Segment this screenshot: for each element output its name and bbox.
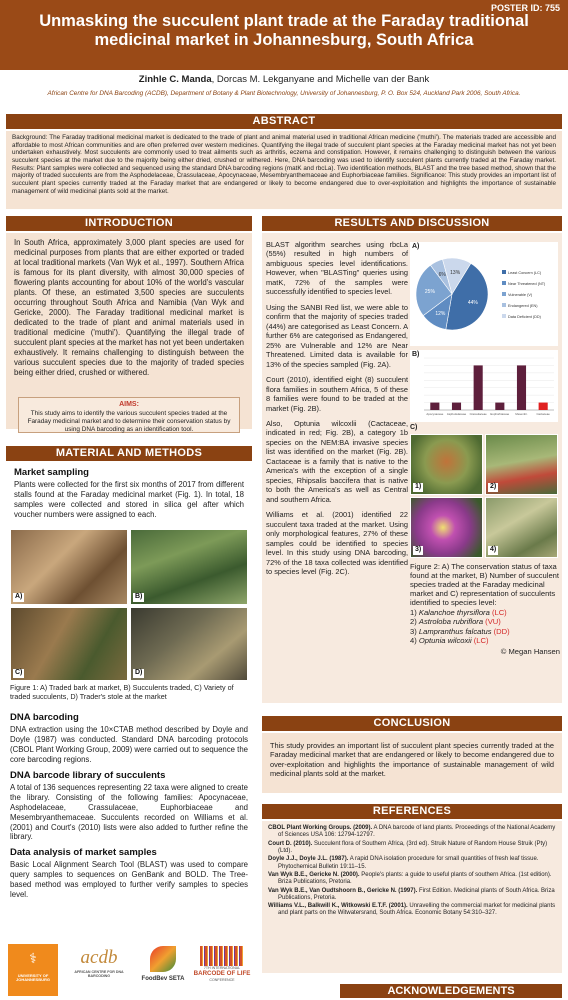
- reference-item: [268, 888, 556, 903]
- bar: [517, 365, 526, 410]
- barcode-of-life-logo: 7TH INTERNATIONAL BARCODE OF LIFE CONFERENCE: [190, 946, 254, 994]
- reference-item: [268, 872, 556, 887]
- uj-logo: ⚕ UNIVERSITY OF JOHANNESBURG: [8, 944, 58, 996]
- reference-text: First Edition. Medicinal plants of South Africa. Briza Publications, Pretoria.: [278, 887, 555, 901]
- bar-category-label: Euphorbiaceae: [490, 412, 510, 416]
- reference-item: [268, 825, 556, 840]
- pie-legend-swatch: [502, 303, 506, 307]
- photo-label-2: 2): [490, 483, 497, 491]
- reference-author: Court D. (2010).: [268, 840, 313, 847]
- panel-label-b: B): [412, 351, 420, 358]
- references-heading: REFERENCES: [262, 804, 562, 819]
- reference-text: A DNA barcode of land plants. Proceedings of the National Academy of Sciences USA 106: 12794-12797.: [278, 825, 556, 839]
- fig2-item-4: 4) Optunia wilcoxii (LC): [410, 636, 489, 645]
- photo-trader-stall: [130, 607, 248, 681]
- poster-id: POSTER ID: 755: [490, 3, 560, 13]
- figure-1-photos: [10, 529, 248, 681]
- pie-slice-label: 25%: [424, 288, 435, 295]
- sampling-heading: Market sampling: [14, 467, 89, 478]
- photo-kalanchoe: [410, 434, 483, 495]
- photo-variety-succulents: [10, 607, 128, 681]
- reference-item: [268, 856, 556, 871]
- results-paragraph-2: Using the SANBI Red list, we were able to confirm that the majority of species traded (44%) are categorised as Least Concern. A further 6% are categorised as Endangered, 25% are Vulnerable and 12% are Near Threatened. Limited data is available for 13% of the species sampled (Fig. 2A).: [266, 302, 408, 369]
- library-text: A total of 136 sequences representing 22 taxa were aligned to create the library. Consisting of the following families: Apocynaceae, Asphodelaceae, Crassulaceae, Euphorbiaceae and Mesembryanthemaceae. Succulents recorded on Williams et al. (2001) and Court's (2010) lists were also added to further refine the library.: [10, 782, 248, 842]
- reference-author: Van Wyk B.E., Gericke N. (2000).: [268, 871, 360, 878]
- abstract-text: Background: The Faraday traditional medicinal market is dedicated to the trade of plant and animal material used in traditional African medicine ('muthi'). The materials traded are accessible and affordable to most African communities and are often preferred over western medicines. Quantifying the illegal trade of succulent plant species at the Faraday medicinal market has not yet been undertaken exhaustively. Most succulents are commonly used to treat ailments such as arthritis, eczema and constipation. However, it remains challenging to distinguish between the various succulent species at the market due to the majority being either dried, crushed or withered. Here, DNA barcoding was used to identify succulent plants currently traded at the Faraday market. Results: Plant samples were collected and sequenced using the standard DNA barcoding regions (matK and rbcLa). Two identification methods, BLAST and the tree based method, shown that the majority of traded succulents are from the Asphodelaceae, Crassulaceae, Apocynaceae, Mesembryanthemaceae and Euphorbiaceae families. Significance: This study provides an important list of succulent plant species currently traded at the Faraday market that are endangered or likely to become endangered due to over-exploitation and highlights the importance of sustainable management of wild medicinal plants sold at the market.: [12, 134, 556, 195]
- reference-author: Van Wyk B.E., Van Oudtshoorn B., Gericke N. (1997).: [268, 887, 418, 894]
- bar: [452, 403, 461, 410]
- photo-optunia: [485, 497, 558, 558]
- reference-item: [268, 841, 556, 856]
- bar-category-label: Crassulaceae: [469, 412, 487, 416]
- results-paragraph-1: BLAST algorithm searches using rbcLa (55%) resulted in high numbers of ambiguous species level identifications. However, when "BLASTing" queries using matK, 72% of the samples were successfully identified to species level.: [266, 240, 408, 297]
- first-author: Zinhle C. Manda: [138, 74, 212, 85]
- pie-legend-swatch: [502, 292, 506, 296]
- reference-text: Succulent flora of Southern Africa, (3rd ed). Struik Nature of Random House Struik (Pty) (Ltd).: [278, 840, 548, 854]
- fig2-item-1: 1) Kalanchoe thyrsiflora (LC): [410, 607, 507, 617]
- photo-traded-bark: [10, 529, 128, 605]
- photo-label-3: 3): [415, 546, 422, 554]
- pie-slice-label: 12%: [435, 311, 446, 318]
- pie-legend-label: Least Concern (LC): [508, 271, 542, 275]
- aims-box: [18, 397, 240, 433]
- bar-category-label: Apocynaceae: [426, 412, 444, 416]
- uj-crest-icon: ⚕: [29, 950, 37, 966]
- methods-heading: MATERIAL AND METHODS: [6, 446, 252, 461]
- sampling-text: Plants were collected for the first six months of 2017 from different stalls found at the Faraday medicinal market (Fig. 1). In total, 18 samples were collected and stored in silica gel after which voucher numbers were assigned to each.: [14, 479, 244, 519]
- reference-author: CBOL Plant Working Groups. (2009).: [268, 825, 373, 831]
- acknowledgements-heading: ACKNOWLEDGEMENTS: [340, 984, 562, 998]
- authors: [0, 74, 568, 86]
- bar: [495, 403, 504, 410]
- reference-author: Williams V.L., Balkwill K., Witkowski E.T.F. (2001).: [268, 903, 408, 910]
- reference-item: [268, 903, 556, 918]
- photo-label-c: C): [15, 669, 23, 677]
- barcoding-text: DNA extraction using the 10×CTAB method described by Doyle and Doyle (1987) was conducted. Standard DNA barcoding protocols (CBOL Plant Working Group, 2009) were carried out to sequence the core barcoding regions.: [10, 724, 248, 764]
- references-box: [262, 821, 562, 973]
- pie-slice-label: 44%: [467, 299, 478, 306]
- pie-legend-label: Data Deficient (DD): [508, 315, 541, 319]
- abstract-box: [6, 131, 562, 209]
- conservation-status-pie: [410, 242, 558, 346]
- pie-legend-label: Near Threatened (NT): [508, 282, 546, 286]
- photo-label-1: 1): [415, 483, 422, 491]
- pie-slice-label: 13%: [450, 269, 461, 276]
- bar: [430, 403, 439, 410]
- reference-text: People's plants: a guide to useful plants of southern Africa. (1st edition). Briza Publications, Pretoria.: [278, 871, 552, 886]
- figure-2a-panel: [410, 242, 558, 346]
- fig2-item-3: 3) Lampranthus falcatus (DD): [410, 626, 510, 636]
- bar-category-label: Cactaceae: [536, 412, 550, 416]
- photo-credit: © Megan Hansen: [500, 647, 560, 657]
- conclusion-box: [262, 733, 562, 793]
- photo-succulents-traded: [130, 529, 248, 605]
- barcode-stripes-icon: [200, 946, 244, 966]
- figure-1-caption: Figure 1: A) Traded bark at market, B) Succulents traded, C) Variety of traded succulents, D) Trader's stole at the market: [10, 683, 234, 701]
- photo-lampranthus: [410, 497, 483, 558]
- panel-label-c: C): [410, 424, 418, 431]
- foodbev-seta-logo: FoodBev SETA: [140, 946, 186, 994]
- photo-label-d: D): [135, 669, 143, 677]
- figure-2b-panel: [410, 350, 558, 422]
- fig2-item-2: 2) Astroloba rubriflora (VU): [410, 617, 501, 627]
- reference-author: Doyle J.J., Doyle J.L. (1987).: [268, 856, 349, 863]
- photo-label-b: B): [135, 593, 143, 601]
- poster-title: Unmasking the succulent plant trade at the Faraday traditional medicinal market in Johannesburg, South Africa: [39, 12, 529, 49]
- pie-legend-swatch: [502, 281, 506, 285]
- analysis-heading: Data analysis of market samples: [10, 847, 157, 859]
- bar-category-label: Asphodelaceae: [446, 412, 467, 416]
- acdb-logo: acdb AFRICAN CENTRE FOR DNA BARCODING: [74, 947, 124, 979]
- figure-2-caption: Figure 2: A) The conservation status of taxa found at the market, B) Number of succulent species traded at the Faraday medicinal market and C) representation of succulents identified to species level:: [410, 562, 559, 608]
- panel-label-a: A): [412, 243, 420, 250]
- library-heading: DNA barcode library of succulents: [10, 769, 166, 781]
- references-list: [262, 821, 562, 923]
- conclusion-text: This study provides an important list of succulent plant species currently traded at the Faraday medicinal market that are endangered or likely to become endangered due to over-exploitation and highlights the importance of sustainable management of wild medicinal plants sold at the market.: [270, 741, 554, 779]
- photo-astroloba: [485, 434, 558, 495]
- reference-text: A rapid DNA isolation procedure for small quantities of fresh leaf tissue. Phytochemical Bulletin 19:11–15.: [278, 856, 539, 870]
- foodbev-leaf-icon: [150, 946, 176, 972]
- reference-text: Unravelling the commercial market for medicinal plants and plant parts on the Witwatersrand, South Africa. Economic Botany 54:310–327.: [278, 903, 556, 917]
- photo-label-a: A): [15, 593, 23, 601]
- family-count-bar-chart: [410, 350, 558, 422]
- abstract-heading: ABSTRACT: [6, 114, 562, 129]
- pie-legend-swatch: [502, 270, 506, 274]
- results-heading: RESULTS AND DISCUSSION: [262, 216, 562, 231]
- aims-heading: AIMS:: [119, 401, 139, 408]
- affiliation: African Centre for DNA Barcoding (ACDB), Department of Botany & Plant Biotechnology, University of Johannesburg, P. O. Box 524, Auckland Park 2006, South Africa.: [47, 89, 521, 97]
- pie-legend-swatch: [502, 314, 506, 318]
- pie-slice-label: 6%: [438, 271, 446, 278]
- bar-category-label: Mesembr.: [515, 412, 528, 416]
- introduction-heading: INTRODUCTION: [6, 216, 252, 231]
- results-paragraph-3: Court (2010), identified eight (8) succulent flora families in southern Africa, 5 of these 8 families were found to be traded at the market (Fig. 2B).: [266, 375, 408, 413]
- pie-legend-label: Vulnerable (V): [508, 293, 533, 297]
- poster-header: [0, 0, 568, 70]
- analysis-text: Basic Local Alignment Search Tool (BLAST) was used to compare query samples to sequences on GenBank and BOLD. The Tree-based method was employed to further verify samples to species level.: [10, 860, 248, 900]
- pie-legend-label: Endangered (EN): [508, 304, 538, 308]
- conclusion-heading: CONCLUSION: [262, 716, 562, 731]
- authors-block: [0, 70, 568, 112]
- aims-text: This study aims to identify the various succulent species traded at the Faraday medicinal market and to determine their conservation status by using DNA barcoding as an identification tool.: [27, 409, 231, 433]
- photo-label-4: 4): [490, 546, 497, 554]
- barcoding-heading: DNA barcoding: [10, 712, 79, 723]
- bar: [474, 365, 483, 410]
- results-paragraph-4: Also, Optunia wilcoxlii (Cactaceae, indicated in red; Fig. 2B), a category 1b species on the NEM:BA invasive species list was identified on the market (Fig. 2B). Cactaceae is a family that is native to the America's with the exception of a single species, Rhipsalis baccifera that is native to both the America's as well as Central and southern Africa.: [266, 418, 408, 504]
- results-paragraph-5: Williams et al. (2001) identified 22 succulent taxa traded at the market. Using only morphological features, 27% of these samples could be identified to species level. In this study using DNA barcoding, 72% of the 18 taxa collected was identified to species level (Fig. 2C).: [266, 510, 408, 576]
- figure-2c-photos: [410, 434, 558, 558]
- introduction-text: In South Africa, approximately 3,000 plant species are used for medicinal purposes from plants that are either exported or traded at local traditional markets (Van Wyk et al., 1997). Southern Africa is famous for its plant diversity, with almost 30,000 species of flowering plants accounting for about 10% of the world's vascular plants. Of these, an estimated 3,500 species are succulents occurring throughout South Africa and Namibia (Van Wyk and Gericke, 2000). The Faraday traditional medicinal market is dedicated to the trade of plant and animal materials used in traditional medicine ('muthi'). Quantifying the illegal trade of succulent plant species at the market has not yet been undertaken exhaustively. It remains challenging to distinguish between the various succulent species due to the majority of traded species being either dried, crushed or withered.: [14, 238, 244, 377]
- bar: [539, 403, 548, 410]
- co-authors: , Dorcas M. Lekganyane and Michelle van der Bank: [211, 74, 430, 85]
